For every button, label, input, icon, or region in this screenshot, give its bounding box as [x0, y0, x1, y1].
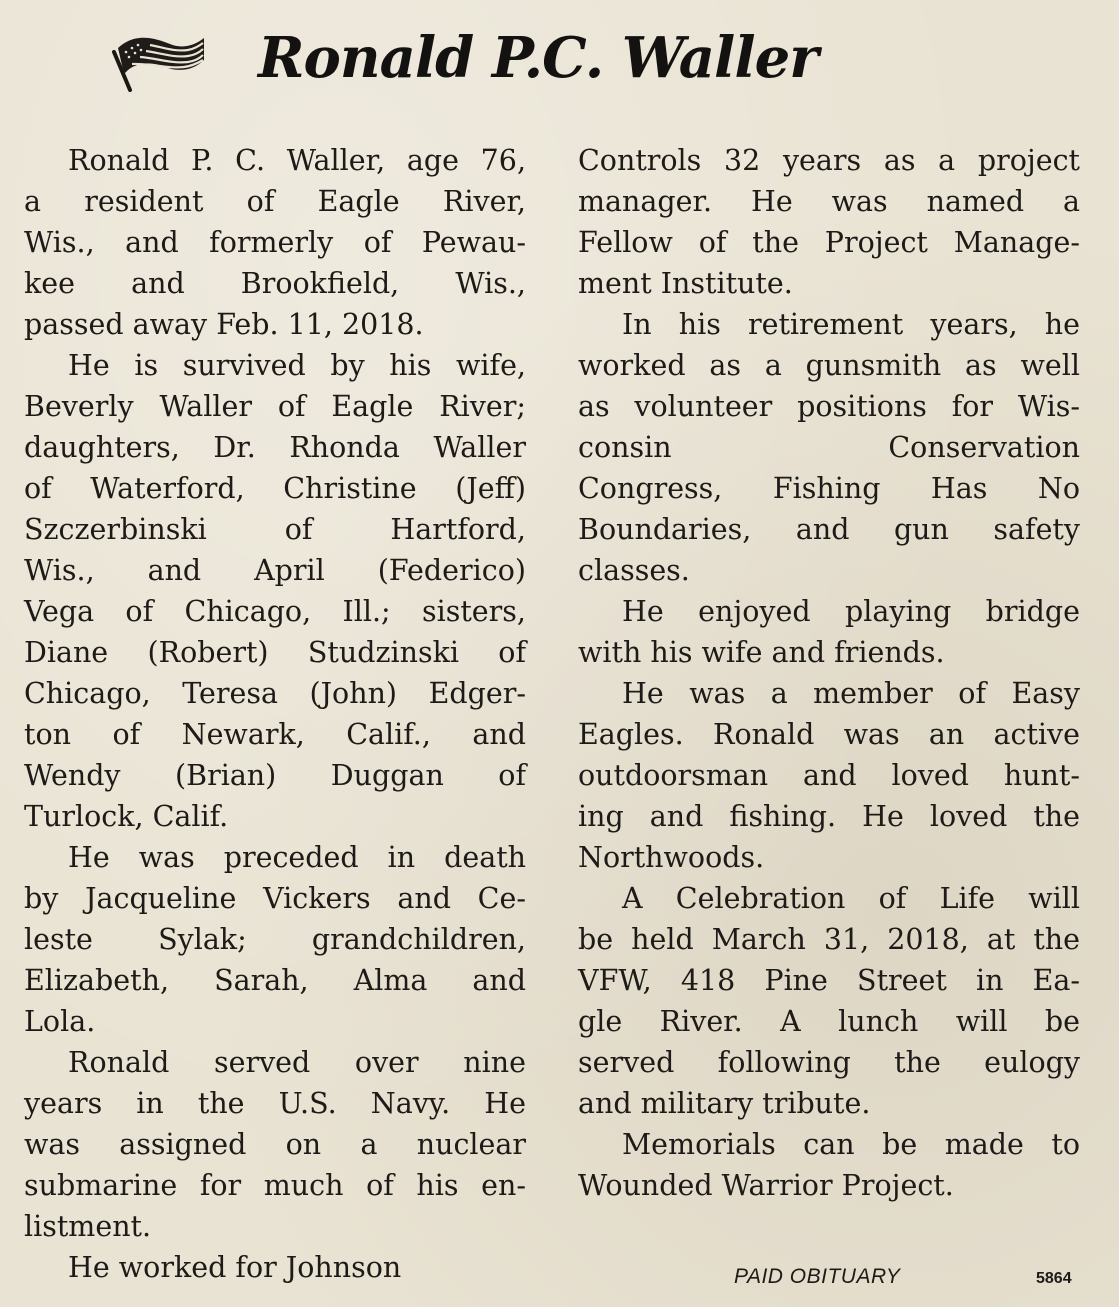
left-column-line: Chicago, Teresa (John) Edger- [24, 677, 526, 710]
right-column-line: Memorials can be made to [622, 1128, 1080, 1161]
left-column-line: submarine for much of his en- [24, 1169, 526, 1202]
right-column-line: as volunteer positions for Wis- [578, 390, 1080, 423]
right-column-line: Fellow of the Project Manage- [578, 226, 1080, 259]
ad-code: 5864 [1036, 1270, 1072, 1287]
left-column-line: by Jacqueline Vickers and Ce- [24, 882, 526, 915]
right-column-line: and military tribute. [578, 1087, 871, 1120]
left-column-line: Beverly Waller of Eagle River; [24, 390, 526, 423]
left-column-line: Lola. [24, 1005, 96, 1038]
left-column-line: leste Sylak; grandchildren, [24, 923, 526, 956]
american-flag-icon [110, 30, 206, 92]
obituary-header [0, 18, 1119, 108]
right-column-line: worked as a gunsmith as well [578, 349, 1080, 382]
right-column-line: with his wife and friends. [578, 636, 945, 669]
right-column-line: A Celebration of Life will [622, 882, 1080, 915]
left-column-line: passed away Feb. 11, 2018. [24, 308, 424, 341]
right-column-line: In his retirement years, he [622, 308, 1080, 341]
right-column-line: Boundaries, and gun safety [578, 513, 1080, 546]
left-column-line: daughters, Dr. Rhonda Waller [24, 431, 526, 464]
left-column-line: ton of Newark, Calif., and [24, 718, 526, 751]
left-column-line: years in the U.S. Navy. He [24, 1087, 526, 1120]
right-column-line: classes. [578, 554, 690, 587]
left-column-line: Wendy (Brian) Duggan of [24, 759, 526, 792]
right-column-line: be held March 31, 2018, at the [578, 923, 1080, 956]
right-column-line: consin Conservation [578, 431, 1080, 464]
left-column-line: Szczerbinski of Hartford, [24, 513, 526, 546]
obituary-title: Ronald P.C. Waller [258, 25, 818, 91]
left-column-line: Ronald P. C. Waller, age 76, [68, 144, 526, 177]
right-column-line: Northwoods. [578, 841, 765, 874]
right-column-line: Controls 32 years as a project [578, 144, 1080, 177]
paid-obituary-label: PAID OBITUARY [734, 1265, 901, 1288]
right-column-line: He enjoyed playing bridge [622, 595, 1080, 628]
left-column-line: He is survived by his wife, [68, 349, 526, 382]
left-column-line: Ronald served over nine [68, 1046, 526, 1079]
right-column-line: manager. He was named a [578, 185, 1080, 218]
right-column-line: Congress, Fishing Has No [578, 472, 1080, 505]
right-column-line: gle River. A lunch will be [578, 1005, 1080, 1038]
right-column-line: ing and fishing. He loved the [578, 800, 1080, 833]
right-column-line: VFW, 418 Pine Street in Ea- [578, 964, 1080, 997]
left-column-line: Wis., and formerly of Pewau- [24, 226, 526, 259]
left-column-line: He was preceded in death [68, 841, 526, 874]
left-column-line: Wis., and April (Federico) [24, 554, 526, 587]
left-column-line: Turlock, Calif. [24, 800, 229, 833]
left-column-line: of Waterford, Christine (Jeff) [24, 472, 526, 505]
right-column-line: Eagles. Ronald was an active [578, 718, 1080, 751]
right-column [578, 140, 1080, 1206]
right-column-line: ment Institute. [578, 267, 793, 300]
left-column-line: Elizabeth, Sarah, Alma and [24, 964, 526, 997]
right-column-line: Wounded Warrior Project. [578, 1169, 954, 1202]
left-column-line: kee and Brookfield, Wis., [24, 267, 526, 300]
left-column [24, 140, 526, 1288]
left-column-line: He worked for Johnson [68, 1251, 402, 1284]
left-column-line: Vega of Chicago, Ill.; sisters, [24, 595, 526, 628]
right-column-line: outdoorsman and loved hunt- [578, 759, 1080, 792]
left-column-line: listment. [24, 1210, 152, 1243]
left-column-line: Diane (Robert) Studzinski of [24, 636, 526, 669]
right-column-line: He was a member of Easy [622, 677, 1080, 710]
left-column-line: a resident of Eagle River, [24, 185, 526, 218]
right-column-line: served following the eulogy [578, 1046, 1080, 1079]
left-column-line: was assigned on a nuclear [24, 1128, 526, 1161]
